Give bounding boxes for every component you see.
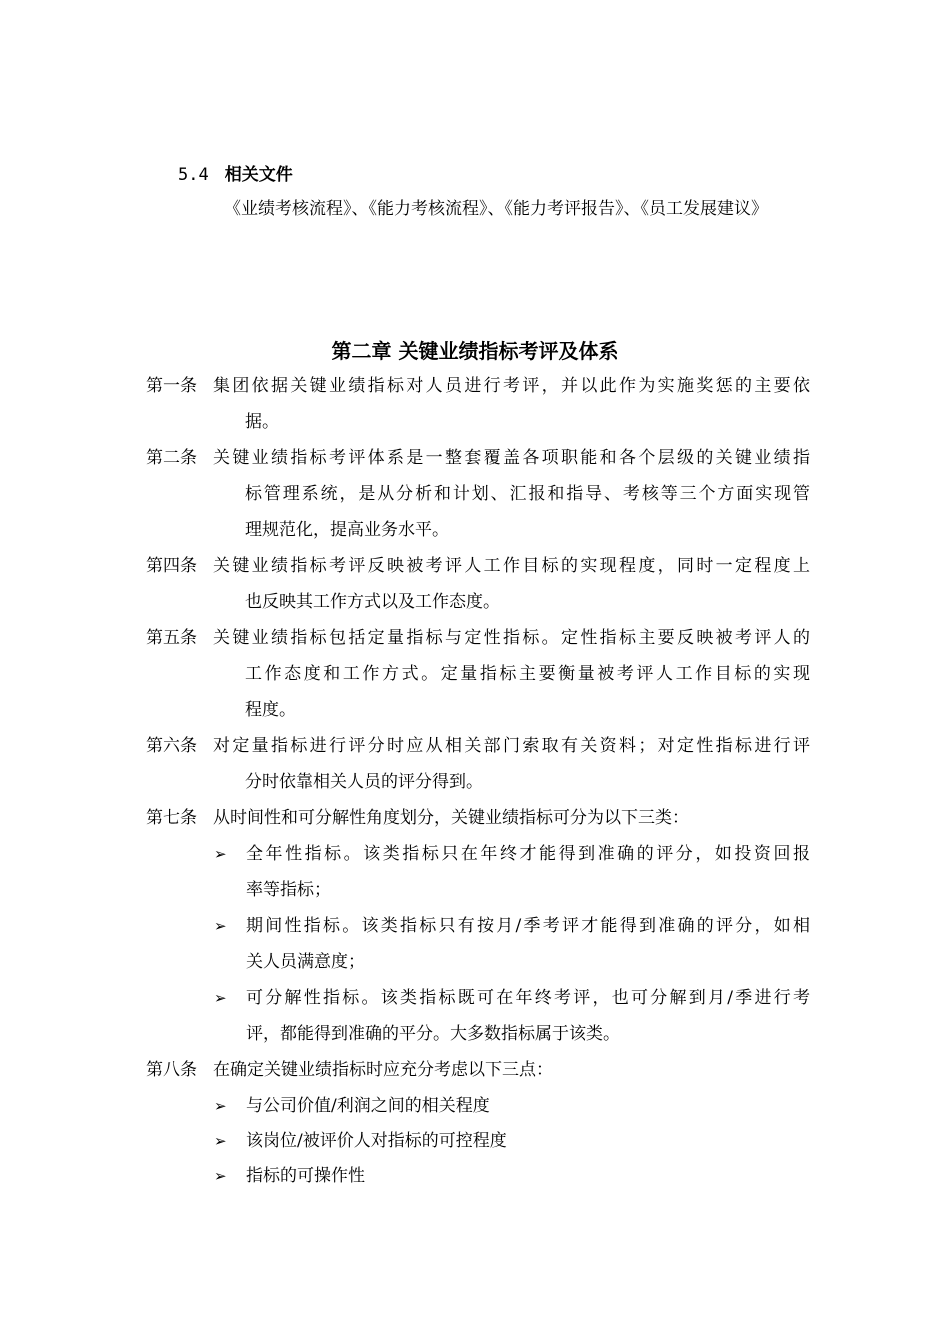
article-line: 从时间性和可分解性角度划分，关键业绩指标可分为以下三类： (213, 808, 689, 828)
article-5 (146, 620, 810, 728)
article-line: 分时依靠相关人员的评分得到。 (245, 772, 483, 792)
bullet-line: 该岗位/被评价人对指标的可控程度 (246, 1131, 507, 1151)
bullet-line: 率等指标； (246, 880, 331, 900)
bullet-line: 期间性指标。该类指标只有按月/季考评才能得到准确的评分，如相 (246, 916, 810, 936)
article-4 (146, 548, 810, 620)
bullet-item (214, 836, 810, 908)
article-line: 据。 (245, 412, 279, 432)
article-8 (146, 1052, 810, 1088)
article-line: 工作态度和工作方式。定量指标主要衡量被考评人工作目标的实现 (245, 664, 810, 684)
article-line: 程度。 (245, 700, 296, 720)
arrow-bullet-icon: ➢ (214, 917, 227, 935)
article-1 (146, 368, 810, 440)
related-documents-text: 《业绩考核流程》、《能力考核流程》、《能力考评报告》、《员工发展建议》 (224, 199, 768, 219)
article-7 (146, 800, 810, 836)
bullet-line: 与公司价值/利润之间的相关程度 (246, 1096, 490, 1116)
arrow-bullet-icon: ➢ (214, 1097, 227, 1115)
article-label: 第四条 (146, 556, 197, 576)
article-line: 标管理系统，是从分析和计划、汇报和指导、考核等三个方面实现管 (245, 484, 810, 504)
article-line: 也反映其工作方式以及工作态度。 (245, 592, 500, 612)
bullet-item (214, 1158, 810, 1194)
bullet-line: 关人员满意度； (246, 952, 365, 972)
article-line: 在确定关键业绩指标时应充分考虑以下三点： (213, 1060, 553, 1080)
bullet-item (214, 980, 810, 1052)
article-label: 第八条 (146, 1060, 197, 1080)
bullet-line: 评，都能得到准确的平分。大多数指标属于该类。 (246, 1024, 620, 1044)
article-line: 理规范化，提高业务水平。 (245, 520, 449, 540)
bullet-item (214, 1088, 810, 1124)
article-line: 集团依据关键业绩指标对人员进行考评，并以此作为实施奖惩的主要依 (213, 376, 810, 396)
bullet-item (214, 908, 810, 980)
article-label: 第一条 (146, 376, 197, 396)
section-title: 相关文件 (224, 165, 293, 185)
bullet-item (214, 1123, 810, 1159)
article-label: 第七条 (146, 808, 197, 828)
arrow-bullet-icon: ➢ (214, 1167, 227, 1185)
arrow-bullet-icon: ➢ (214, 989, 227, 1007)
article-line: 关键业绩指标考评体系是一整套覆盖各项职能和各个层级的关键业绩指 (213, 448, 810, 468)
section-heading (178, 160, 293, 185)
article-label: 第六条 (146, 736, 197, 756)
article-line: 对定量指标进行评分时应从相关部门索取有关资料；对定性指标进行评 (213, 736, 810, 756)
article-line: 关键业绩指标包括定量指标与定性指标。定性指标主要反映被考评人的 (213, 628, 810, 648)
article-line: 关键业绩指标考评反映被考评人工作目标的实现程度，同时一定程度上 (213, 556, 810, 576)
arrow-bullet-icon: ➢ (214, 845, 227, 863)
bullet-line: 指标的可操作性 (246, 1166, 365, 1186)
article-label: 第五条 (146, 628, 197, 648)
bullet-line: 可分解性指标。该类指标既可在年终考评，也可分解到月/季进行考 (246, 988, 810, 1008)
chapter-title: 第二章 关键业绩指标考评及体系 (331, 339, 619, 363)
bullet-line: 全年性指标。该类指标只在年终才能得到准确的评分，如投资回报 (246, 844, 810, 864)
article-6 (146, 728, 810, 800)
arrow-bullet-icon: ➢ (214, 1132, 227, 1150)
section-number: 5.4 (178, 165, 209, 185)
article-label: 第二条 (146, 448, 197, 468)
article-2 (146, 440, 810, 548)
